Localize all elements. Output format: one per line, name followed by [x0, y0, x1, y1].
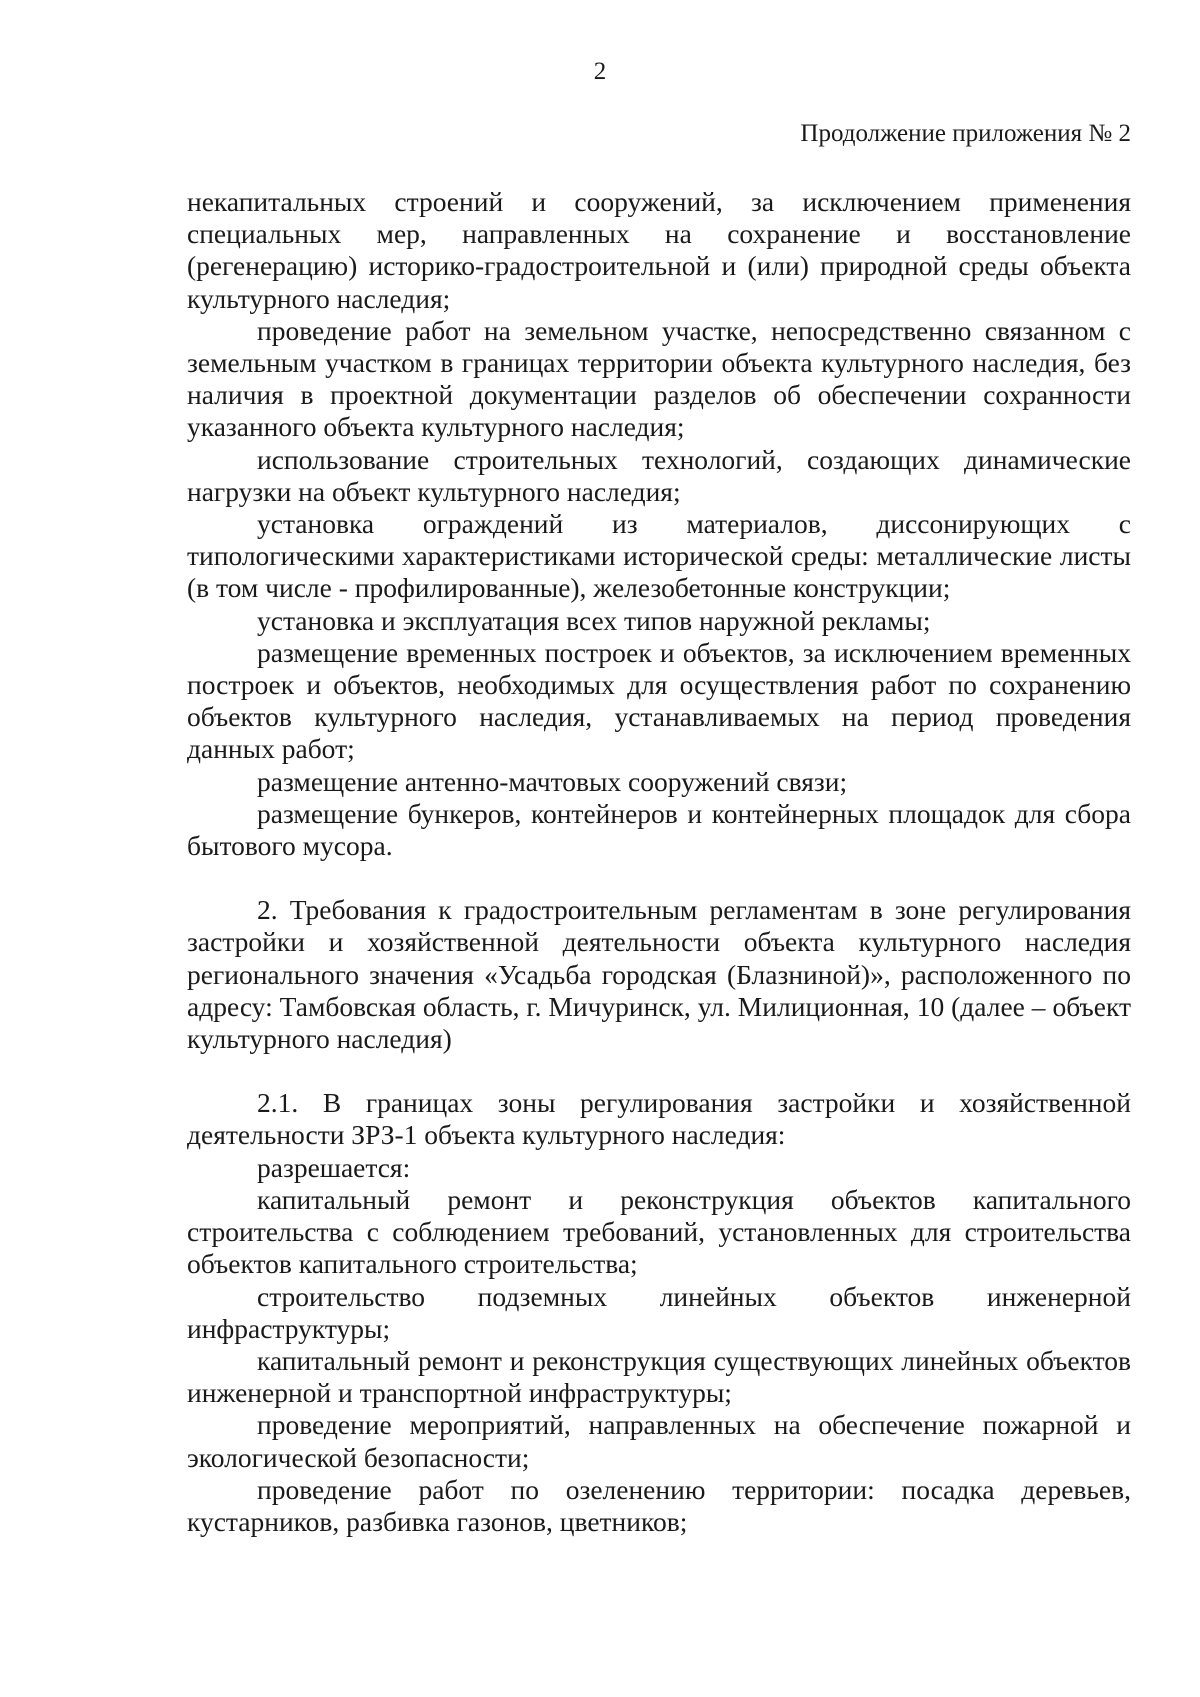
paragraph-continuation: некапитальных строений и сооружений, за исключением применения специальных мер, направленных на сохранение и восстановление (регенерацию) историко-градостроительной и (или) природной среды объекта культурного наследия; [187, 186, 1131, 314]
paragraph-permitted-landscaping: проведение работ по озеленению территории: посадка деревьев, кустарников, разбивка газонов, цветников; [187, 1473, 1131, 1537]
paragraph-prohibition-fences: установка ограждений из материалов, диссонирующих с типологическими характеристиками исторической среды: металлические листы (в том числе - профилированные), железобетонные конструкции; [187, 508, 1131, 604]
paragraph-permitted-infrastructure-repair: капитальный ремонт и реконструкция существующих линейных объектов инженерной и транспортной инфраструктуры; [187, 1344, 1131, 1409]
document-body [187, 186, 1131, 1538]
paragraph-prohibition-land-works: проведение работ на земельном участке, непосредственно связанном с земельным участком в границах территории объекта культурного наследия, без наличия в проектной документации разделов об обеспечении сохранности указанного объекта культурного наследия; [187, 314, 1131, 443]
permitted-label: разрешается: [257, 1151, 411, 1183]
paragraph-permitted-safety-measures: проведение мероприятий, направленных на обеспечение пожарной и экологической безопасности; [187, 1409, 1131, 1473]
section-2-1-heading: 2.1. В границах зоны регулирования застройки и хозяйственной деятельности ЗРЗ-1 объекта культурного наследия: [187, 1087, 1131, 1151]
paragraph-prohibition-temporary-buildings: размещение временных построек и объектов, за исключением временных построек и объектов, необходимых для осуществления работ по сохранению объектов культурного наследия, устанавливаемых на период проведения данных работ; [187, 636, 1131, 765]
paragraph-prohibition-waste-bins: размещение бункеров, контейнеров и контейнерных площадок для сбора бытового мусора. [187, 797, 1131, 862]
paragraph-prohibition-dynamic-loads: использование строительных технологий, создающих динамические нагрузки на объект культурного наследия; [187, 443, 1131, 507]
appendix-continuation-note: Продолжение приложения № 2 [800, 120, 1131, 147]
section-2-heading: 2. Требования к градостроительным регламентам в зоне регулирования застройки и хозяйственной деятельности объекта культурного наследия регионального значения «Усадьба городская (Блазниной)», расположенного по адресу: Тамбовская область, г. Мичуринск, ул. Милиционная, 10 (далее – объект культурного наследия) [187, 894, 1131, 1055]
paragraph-permitted-capital-repair: капитальный ремонт и реконструкция объектов капитального строительства с соблюдением требований, установленных для строительства объектов капитального строительства; [187, 1183, 1131, 1280]
paragraph-prohibition-advertising: установка и эксплуатация всех типов наружной рекламы; [257, 604, 931, 636]
page-number: 2 [593, 58, 607, 85]
paragraph-prohibition-antennas: размещение антенно-мачтовых сооружений связи; [257, 765, 848, 797]
paragraph-permitted-underground-lines: строительство подземных линейных объектов инженерной инфраструктуры; [187, 1280, 1131, 1344]
